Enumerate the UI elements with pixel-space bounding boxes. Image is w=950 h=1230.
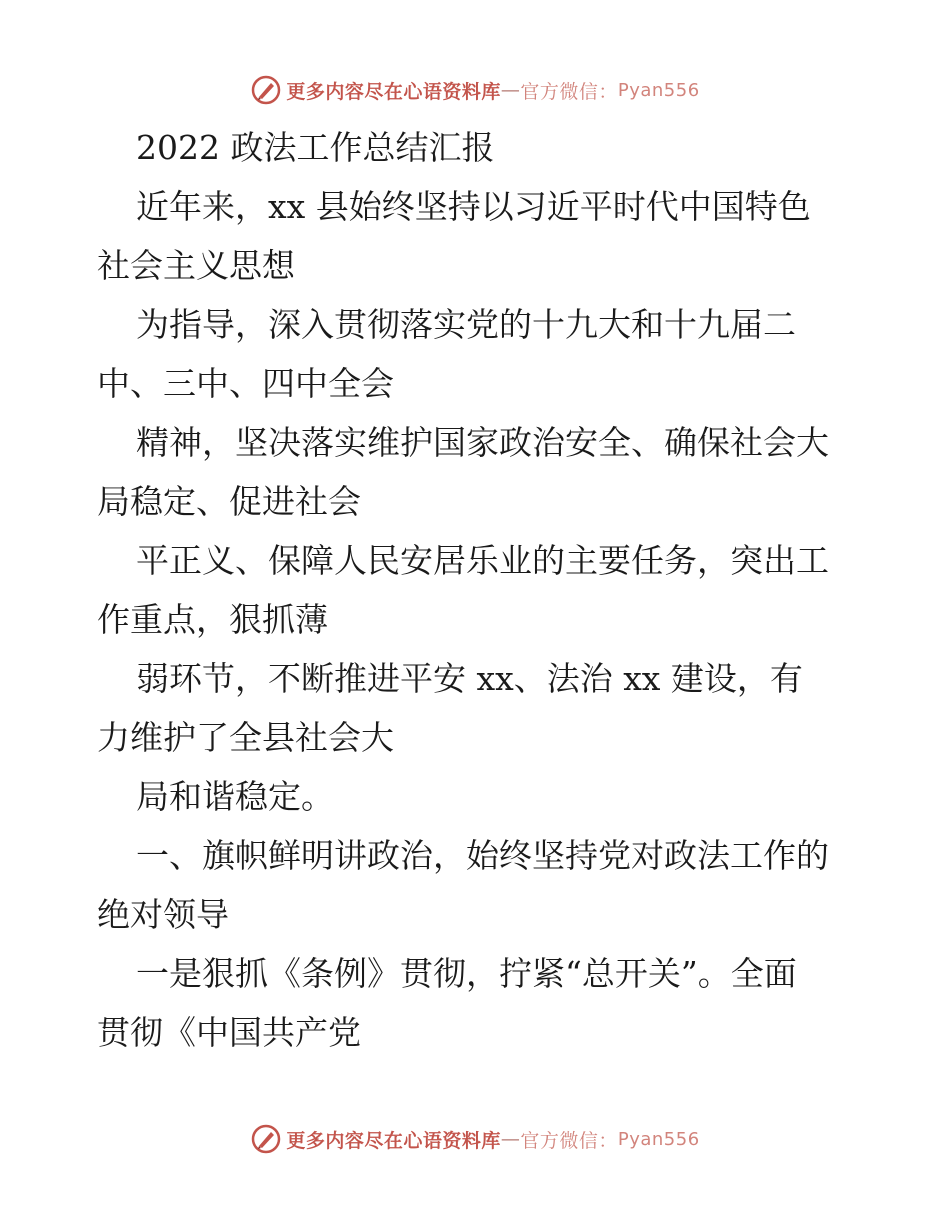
footer-watermark (0, 1121, 950, 1157)
document-line: 为指导，深入贯彻落实党的十九大和十九届二 (136, 305, 796, 344)
header-dash: — (500, 79, 521, 101)
footer-wechat-label: 官方微信： (520, 1129, 618, 1152)
document-line: 作重点，狠抓薄 (97, 600, 328, 639)
footer-wechat-handle: Pyan556 (617, 1128, 700, 1150)
document-line: 一是狠抓《条例》贯彻，拧紧“总开关”。全面 (136, 954, 797, 993)
document-line: 绝对领导 (97, 895, 229, 934)
footer-dash: — (500, 1128, 521, 1150)
document-line: 平正义、保障人民安居乐业的主要任务，突出工 (136, 541, 829, 580)
header-wechat-handle: Pyan556 (617, 79, 700, 101)
header-watermark (0, 72, 950, 108)
document-line: 弱环节，不断推进平安 xx、法治 xx 建设，有 (136, 659, 803, 698)
document-line: 精神，坚决落实维护国家政治安全、确保社会大 (136, 423, 829, 462)
circled-pen-icon (250, 74, 282, 106)
footer-promo-text: 更多内容尽在心语资料库 (286, 1129, 501, 1152)
document-line: 力维护了全县社会大 (97, 718, 394, 757)
document-line: 局和谐稳定。 (136, 777, 334, 816)
document-line: 局稳定、促进社会 (97, 482, 361, 521)
document-line: 贯彻《中国共产党 (97, 1013, 361, 1052)
circled-pen-icon (250, 1123, 282, 1155)
document-line: 社会主义思想 (97, 246, 295, 285)
document-line: 中、三中、四中全会 (97, 364, 394, 403)
document-line: 近年来，xx 县始终坚持以习近平时代中国特色 (136, 187, 811, 226)
section-heading: 一、旗帜鲜明讲政治，始终坚持党对政法工作的 (136, 836, 829, 875)
header-promo-text: 更多内容尽在心语资料库 (286, 80, 501, 103)
document-title: 2022 政法工作总结汇报 (136, 128, 495, 167)
header-wechat-label: 官方微信： (520, 80, 618, 103)
document-body (97, 118, 857, 1062)
